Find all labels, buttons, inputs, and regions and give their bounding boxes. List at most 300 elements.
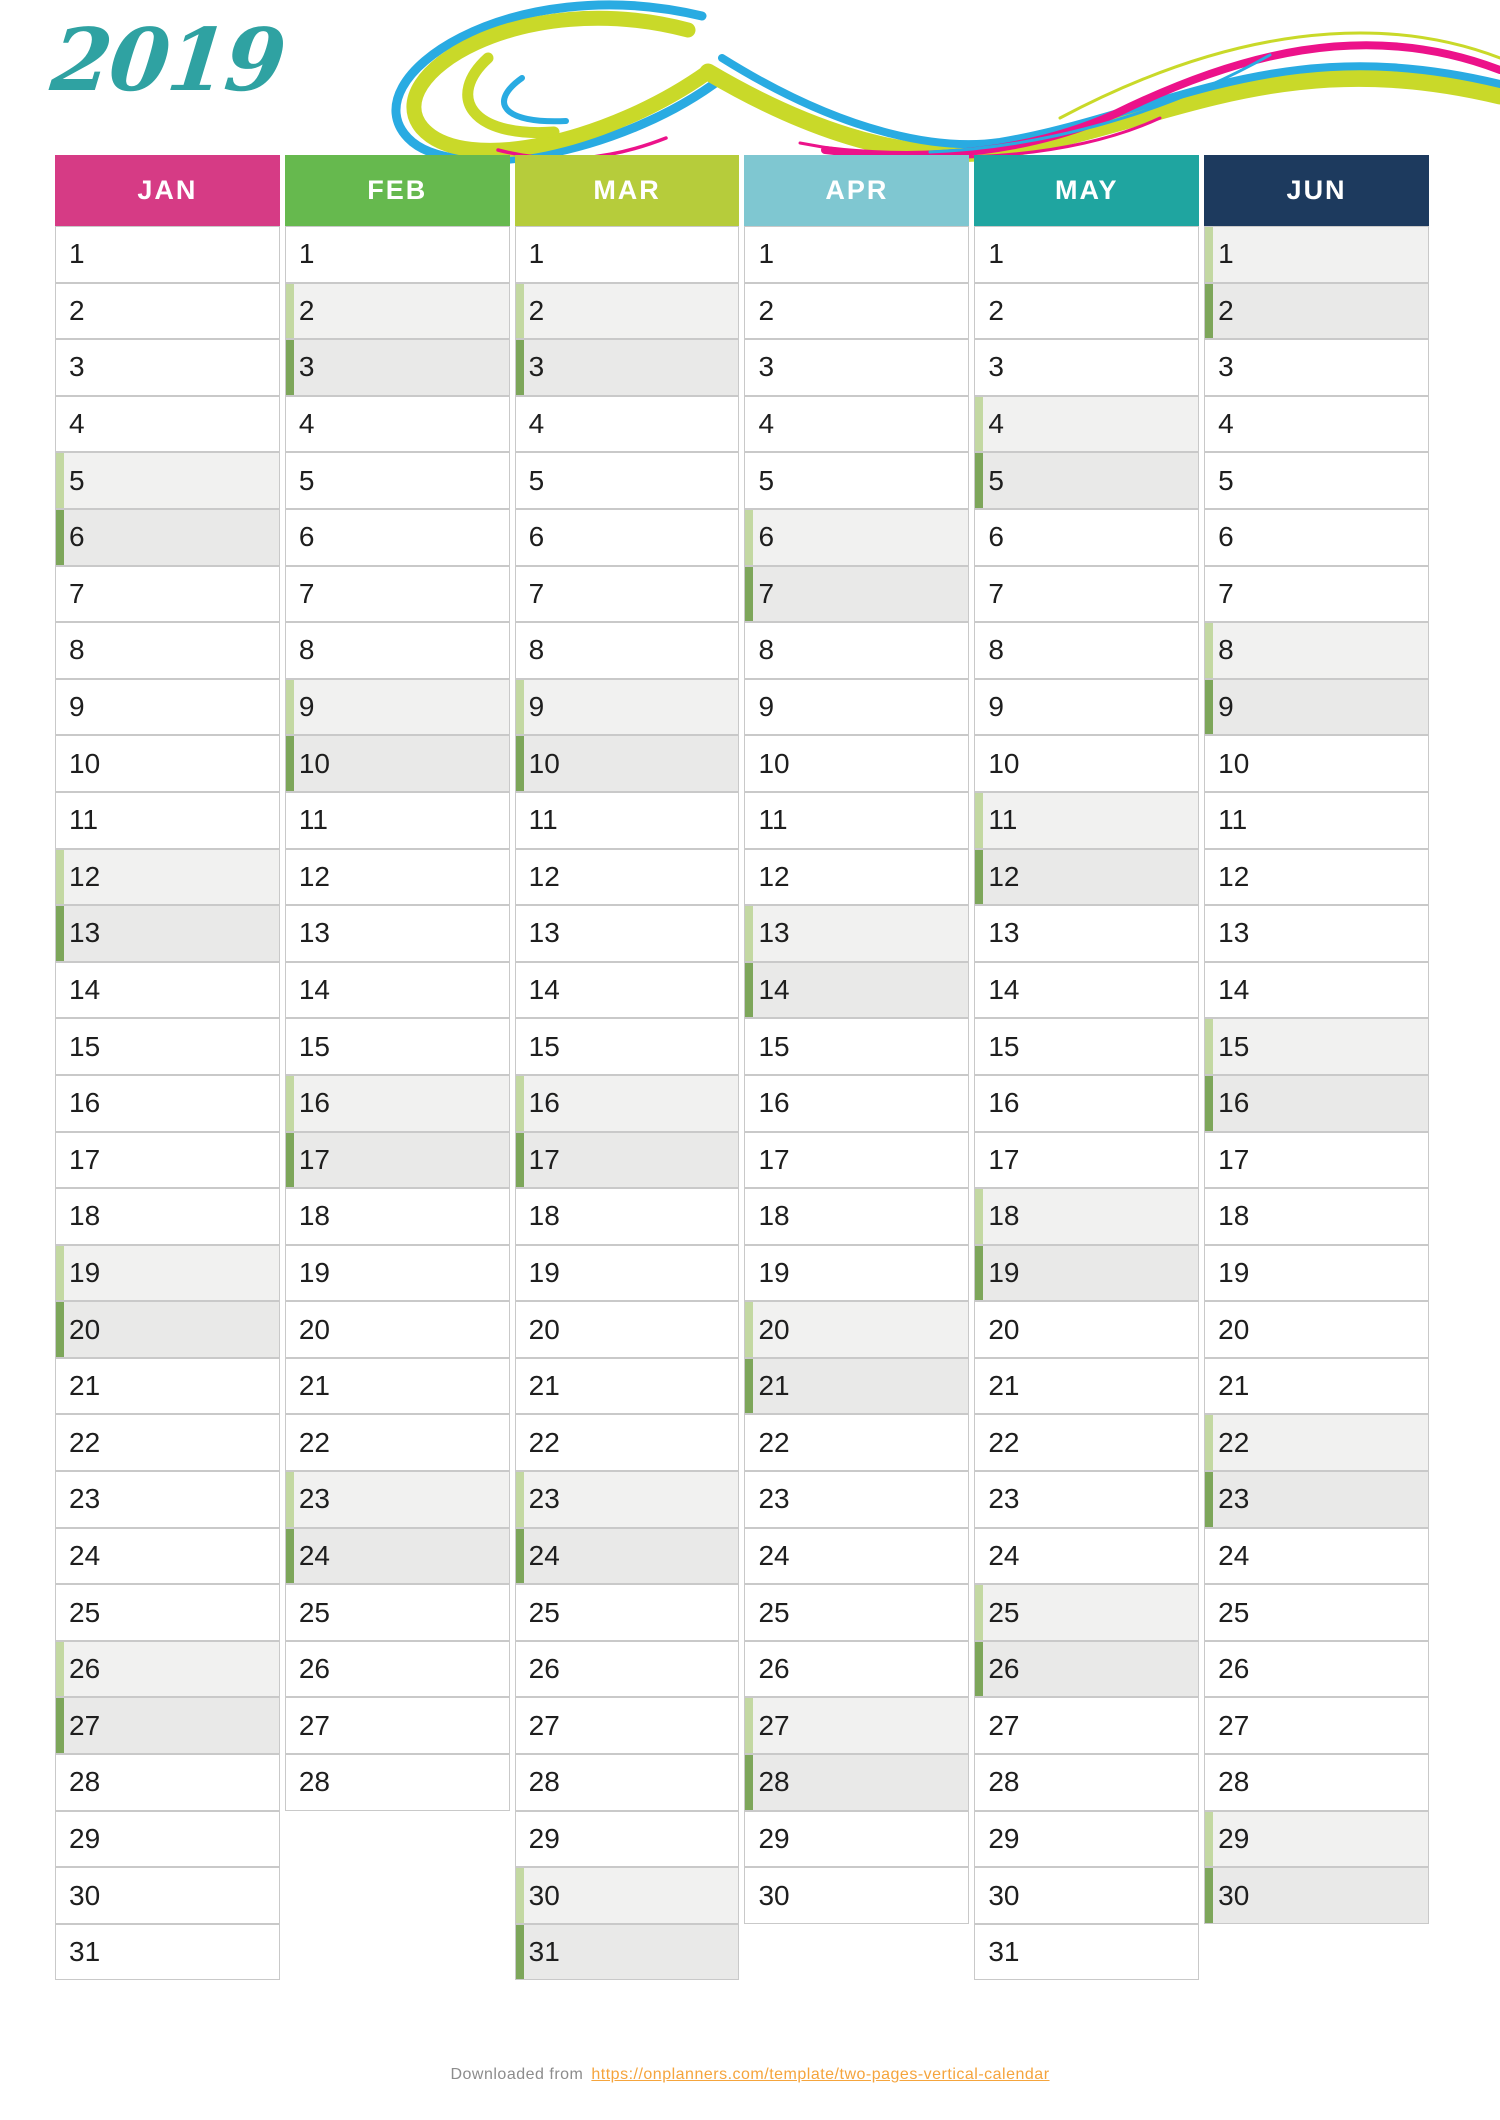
day-cell-may-3 — [974, 339, 1199, 396]
day-cell-apr-1 — [744, 226, 969, 283]
month-column-jun — [1204, 155, 1429, 1980]
day-cell-mar-6 — [515, 509, 740, 566]
day-cell-apr-7 — [744, 566, 969, 623]
day-number: 31 — [528, 1936, 560, 1968]
day-number: 29 — [69, 1822, 101, 1854]
day-number: 19 — [69, 1256, 101, 1288]
day-cell-jan-21 — [55, 1358, 280, 1415]
day-number: 18 — [528, 1200, 560, 1232]
day-number: 14 — [69, 974, 101, 1006]
day-cell-mar-12 — [515, 849, 740, 906]
day-cell-may-17 — [974, 1132, 1199, 1189]
day-cell-mar-9 — [515, 679, 740, 736]
day-cell-jan-7 — [55, 566, 280, 623]
day-number: 2 — [69, 294, 85, 326]
day-number: 26 — [1218, 1653, 1250, 1685]
day-cell-apr-15 — [744, 1018, 969, 1075]
day-number: 13 — [1218, 917, 1250, 949]
day-cell-jan-25 — [55, 1584, 280, 1641]
day-number: 4 — [988, 408, 1004, 440]
day-number: 4 — [69, 408, 85, 440]
year-title: 2019 — [46, 10, 289, 111]
day-cell-apr-20 — [744, 1301, 969, 1358]
day-cell-jun-4 — [1204, 396, 1429, 453]
day-number: 10 — [758, 747, 790, 779]
day-cell-jan-26 — [55, 1641, 280, 1698]
day-number: 19 — [298, 1256, 330, 1288]
day-number: 1 — [298, 238, 315, 270]
day-number: 20 — [988, 1313, 1020, 1345]
day-number: 5 — [758, 464, 775, 496]
day-cell-apr-27 — [744, 1697, 969, 1754]
day-number: 4 — [1218, 408, 1234, 440]
month-column-apr — [744, 155, 969, 1980]
day-cell-jan-27 — [55, 1697, 280, 1754]
day-number: 3 — [298, 351, 315, 383]
day-number: 15 — [758, 1030, 790, 1062]
day-cell-jan-4 — [55, 396, 280, 453]
day-number: 13 — [988, 917, 1020, 949]
day-cell-jan-29 — [55, 1811, 280, 1868]
day-number: 16 — [298, 1087, 330, 1119]
day-number: 25 — [758, 1596, 790, 1628]
day-number: 15 — [69, 1030, 101, 1062]
day-number: 9 — [988, 691, 1004, 723]
month-column-jan — [55, 155, 280, 1980]
day-cell-feb-15 — [285, 1018, 510, 1075]
day-number: 3 — [528, 351, 545, 383]
day-number: 4 — [528, 408, 545, 440]
day-cell-feb-8 — [285, 622, 510, 679]
day-cell-jun-28 — [1204, 1754, 1429, 1811]
day-cell-may-5 — [974, 452, 1199, 509]
day-cell-feb-10 — [285, 735, 510, 792]
day-cell-apr-14 — [744, 962, 969, 1019]
day-number: 1 — [528, 238, 545, 270]
day-number: 19 — [1218, 1256, 1250, 1288]
day-cell-jan-10 — [55, 735, 280, 792]
day-number: 25 — [69, 1596, 101, 1628]
day-number: 21 — [528, 1370, 560, 1402]
day-number: 24 — [69, 1539, 101, 1571]
day-cell-may-12 — [974, 849, 1199, 906]
day-cell-apr-25 — [744, 1584, 969, 1641]
day-number: 22 — [528, 1426, 560, 1458]
day-number: 12 — [69, 860, 101, 892]
day-number: 30 — [758, 1879, 790, 1911]
day-number: 8 — [528, 634, 545, 666]
day-number: 21 — [758, 1370, 790, 1402]
day-cell-apr-12 — [744, 849, 969, 906]
day-number: 11 — [758, 804, 788, 836]
day-number: 22 — [1218, 1426, 1250, 1458]
day-cell-feb-2 — [285, 283, 510, 340]
day-cell-jun-13 — [1204, 905, 1429, 962]
day-number: 16 — [758, 1087, 790, 1119]
day-cell-mar-20 — [515, 1301, 740, 1358]
day-cell-apr-29 — [744, 1811, 969, 1868]
day-number: 21 — [988, 1370, 1020, 1402]
day-cell-may-29 — [974, 1811, 1199, 1868]
day-cell-jun-25 — [1204, 1584, 1429, 1641]
day-cell-may-31 — [974, 1924, 1199, 1981]
day-number: 7 — [69, 577, 85, 609]
day-number: 11 — [528, 804, 558, 836]
day-cell-mar-31 — [515, 1924, 740, 1981]
day-number: 19 — [988, 1256, 1020, 1288]
day-cell-jun-24 — [1204, 1528, 1429, 1585]
day-cell-feb-18 — [285, 1188, 510, 1245]
day-number: 17 — [298, 1143, 330, 1175]
day-cell-feb-9 — [285, 679, 510, 736]
day-cell-jun-7 — [1204, 566, 1429, 623]
day-number: 6 — [1218, 521, 1234, 553]
day-number: 22 — [69, 1426, 101, 1458]
day-number: 23 — [988, 1483, 1020, 1515]
day-cell-mar-5 — [515, 452, 740, 509]
day-cell-feb-6 — [285, 509, 510, 566]
day-number: 24 — [758, 1539, 790, 1571]
day-cell-may-30 — [974, 1867, 1199, 1924]
day-cell-jun-3 — [1204, 339, 1429, 396]
day-number: 5 — [69, 464, 85, 496]
day-number: 13 — [69, 917, 101, 949]
footer — [0, 2066, 1500, 2084]
day-cell-jan-14 — [55, 962, 280, 1019]
day-cell-jun-6 — [1204, 509, 1429, 566]
month-column-mar — [515, 155, 740, 1980]
month-header-jun: JUN — [1204, 155, 1429, 226]
day-cell-jun-15 — [1204, 1018, 1429, 1075]
day-cell-mar-29 — [515, 1811, 740, 1868]
day-cell-mar-4 — [515, 396, 740, 453]
day-cell-jan-19 — [55, 1245, 280, 1302]
day-cell-apr-19 — [744, 1245, 969, 1302]
day-number: 8 — [758, 634, 775, 666]
footer-link[interactable]: https://onplanners.com/template/two-pages-vertical-calendar — [591, 2066, 1050, 2083]
day-cell-feb-22 — [285, 1414, 510, 1471]
day-number: 13 — [298, 917, 330, 949]
day-cell-jan-22 — [55, 1414, 280, 1471]
day-number: 24 — [528, 1539, 560, 1571]
day-cell-jun-17 — [1204, 1132, 1429, 1189]
day-number: 29 — [758, 1822, 790, 1854]
day-cell-apr-10 — [744, 735, 969, 792]
day-number: 23 — [69, 1483, 101, 1515]
day-cell-feb-12 — [285, 849, 510, 906]
day-cell-apr-9 — [744, 679, 969, 736]
day-number: 8 — [988, 634, 1004, 666]
day-cell-feb-7 — [285, 566, 510, 623]
day-cell-apr-26 — [744, 1641, 969, 1698]
day-cell-may-15 — [974, 1018, 1199, 1075]
day-number: 28 — [69, 1766, 101, 1798]
day-cell-apr-28 — [744, 1754, 969, 1811]
day-number: 27 — [69, 1709, 101, 1741]
day-cell-apr-30 — [744, 1867, 969, 1924]
day-number: 30 — [528, 1879, 560, 1911]
day-number: 10 — [298, 747, 330, 779]
day-cell-may-23 — [974, 1471, 1199, 1528]
day-number: 5 — [528, 464, 545, 496]
day-cell-jan-8 — [55, 622, 280, 679]
day-cell-jun-10 — [1204, 735, 1429, 792]
day-number: 20 — [528, 1313, 560, 1345]
day-cell-jun-22 — [1204, 1414, 1429, 1471]
day-cell-feb-24 — [285, 1528, 510, 1585]
day-number: 1 — [1218, 238, 1234, 270]
day-cell-jun-2 — [1204, 283, 1429, 340]
day-number: 16 — [69, 1087, 101, 1119]
day-cell-feb-19 — [285, 1245, 510, 1302]
day-cell-jun-30 — [1204, 1867, 1429, 1924]
day-cell-jun-empty — [1204, 1924, 1429, 1981]
day-cell-may-1 — [974, 226, 1199, 283]
day-cell-mar-3 — [515, 339, 740, 396]
day-cell-may-6 — [974, 509, 1199, 566]
month-column-feb — [285, 155, 510, 1980]
day-number: 26 — [988, 1653, 1020, 1685]
day-number: 19 — [758, 1256, 790, 1288]
day-number: 2 — [298, 294, 315, 326]
day-number: 14 — [298, 974, 330, 1006]
day-cell-feb-28 — [285, 1754, 510, 1811]
day-cell-jun-23 — [1204, 1471, 1429, 1528]
day-cell-apr-16 — [744, 1075, 969, 1132]
day-cell-feb-16 — [285, 1075, 510, 1132]
day-number: 18 — [69, 1200, 101, 1232]
day-cell-jan-6 — [55, 509, 280, 566]
day-cell-jan-11 — [55, 792, 280, 849]
day-cell-mar-19 — [515, 1245, 740, 1302]
day-number: 25 — [298, 1596, 330, 1628]
day-number: 14 — [758, 974, 790, 1006]
day-number: 1 — [69, 238, 85, 270]
day-number: 3 — [1218, 351, 1234, 383]
month-header-jan: JAN — [55, 155, 280, 226]
day-number: 9 — [758, 691, 775, 723]
day-cell-jan-23 — [55, 1471, 280, 1528]
day-number: 29 — [988, 1822, 1020, 1854]
day-cell-may-27 — [974, 1697, 1199, 1754]
day-number: 7 — [988, 577, 1004, 609]
day-number: 11 — [69, 804, 99, 836]
day-number: 10 — [1218, 747, 1250, 779]
day-number: 28 — [758, 1766, 790, 1798]
day-cell-may-19 — [974, 1245, 1199, 1302]
day-cell-jun-8 — [1204, 622, 1429, 679]
day-cell-apr-4 — [744, 396, 969, 453]
day-number: 6 — [528, 521, 545, 553]
day-cell-may-8 — [974, 622, 1199, 679]
day-number: 20 — [1218, 1313, 1250, 1345]
day-number: 28 — [988, 1766, 1020, 1798]
day-cell-jun-19 — [1204, 1245, 1429, 1302]
day-number: 25 — [1218, 1596, 1250, 1628]
day-number: 24 — [298, 1539, 330, 1571]
day-number: 28 — [528, 1766, 560, 1798]
day-number: 9 — [69, 691, 85, 723]
day-number: 19 — [528, 1256, 560, 1288]
footer-prefix: Downloaded from — [450, 2066, 584, 2083]
day-number: 2 — [988, 294, 1004, 326]
day-cell-apr-8 — [744, 622, 969, 679]
day-cell-apr-13 — [744, 905, 969, 962]
day-number: 23 — [1218, 1483, 1250, 1515]
day-number: 4 — [758, 408, 775, 440]
day-number: 29 — [528, 1822, 560, 1854]
month-column-may — [974, 155, 1199, 1980]
day-number: 23 — [298, 1483, 330, 1515]
day-cell-mar-27 — [515, 1697, 740, 1754]
day-cell-feb-4 — [285, 396, 510, 453]
day-cell-mar-28 — [515, 1754, 740, 1811]
day-number: 17 — [758, 1143, 790, 1175]
day-number: 3 — [69, 351, 85, 383]
day-number: 1 — [758, 238, 775, 270]
day-number: 26 — [69, 1653, 101, 1685]
day-cell-jan-15 — [55, 1018, 280, 1075]
day-number: 8 — [298, 634, 315, 666]
day-cell-feb-empty — [285, 1867, 510, 1924]
day-number: 27 — [988, 1709, 1020, 1741]
day-number: 5 — [298, 464, 315, 496]
day-cell-jun-21 — [1204, 1358, 1429, 1415]
day-number: 10 — [528, 747, 560, 779]
day-cell-may-11 — [974, 792, 1199, 849]
day-number: 15 — [988, 1030, 1020, 1062]
day-cell-mar-15 — [515, 1018, 740, 1075]
day-cell-feb-27 — [285, 1697, 510, 1754]
day-number: 28 — [298, 1766, 330, 1798]
day-cell-mar-17 — [515, 1132, 740, 1189]
day-cell-feb-empty — [285, 1924, 510, 1981]
day-cell-mar-14 — [515, 962, 740, 1019]
day-number: 6 — [758, 521, 775, 553]
day-cell-may-4 — [974, 396, 1199, 453]
day-cell-apr-6 — [744, 509, 969, 566]
day-number: 13 — [758, 917, 790, 949]
month-header-apr: APR — [744, 155, 969, 226]
day-number: 22 — [758, 1426, 790, 1458]
day-cell-jan-31 — [55, 1924, 280, 1981]
day-cell-jun-14 — [1204, 962, 1429, 1019]
day-cell-mar-23 — [515, 1471, 740, 1528]
day-cell-apr-24 — [744, 1528, 969, 1585]
day-number: 6 — [988, 521, 1004, 553]
day-cell-apr-3 — [744, 339, 969, 396]
day-number: 26 — [528, 1653, 560, 1685]
day-cell-may-13 — [974, 905, 1199, 962]
day-cell-apr-5 — [744, 452, 969, 509]
day-number: 9 — [528, 691, 545, 723]
day-cell-jan-28 — [55, 1754, 280, 1811]
day-cell-jan-5 — [55, 452, 280, 509]
day-number: 2 — [528, 294, 545, 326]
day-cell-mar-24 — [515, 1528, 740, 1585]
day-cell-mar-11 — [515, 792, 740, 849]
day-cell-jan-16 — [55, 1075, 280, 1132]
day-number: 21 — [69, 1370, 101, 1402]
day-number: 8 — [69, 634, 85, 666]
day-cell-jan-18 — [55, 1188, 280, 1245]
day-cell-apr-2 — [744, 283, 969, 340]
day-number: 7 — [298, 577, 315, 609]
day-cell-feb-23 — [285, 1471, 510, 1528]
day-number: 21 — [298, 1370, 330, 1402]
day-number: 6 — [69, 521, 85, 553]
day-number: 11 — [298, 804, 328, 836]
day-cell-may-7 — [974, 566, 1199, 623]
day-number: 8 — [1218, 634, 1234, 666]
day-number: 28 — [1218, 1766, 1250, 1798]
day-cell-feb-20 — [285, 1301, 510, 1358]
day-number: 23 — [528, 1483, 560, 1515]
day-cell-may-22 — [974, 1414, 1199, 1471]
day-cell-jun-27 — [1204, 1697, 1429, 1754]
day-cell-jun-11 — [1204, 792, 1429, 849]
day-number: 17 — [69, 1143, 101, 1175]
day-cell-jan-2 — [55, 283, 280, 340]
day-cell-feb-empty — [285, 1811, 510, 1868]
day-number: 12 — [758, 860, 790, 892]
day-cell-feb-25 — [285, 1584, 510, 1641]
day-cell-jun-20 — [1204, 1301, 1429, 1358]
day-cell-feb-11 — [285, 792, 510, 849]
day-cell-apr-21 — [744, 1358, 969, 1415]
day-number: 31 — [988, 1936, 1020, 1968]
day-cell-may-25 — [974, 1584, 1199, 1641]
month-header-may: MAY — [974, 155, 1199, 226]
day-cell-may-18 — [974, 1188, 1199, 1245]
day-cell-may-26 — [974, 1641, 1199, 1698]
day-number: 6 — [298, 521, 315, 553]
day-cell-jun-9 — [1204, 679, 1429, 736]
day-number: 5 — [1218, 464, 1234, 496]
day-cell-may-9 — [974, 679, 1199, 736]
day-number: 12 — [1218, 860, 1250, 892]
day-number: 25 — [528, 1596, 560, 1628]
day-cell-feb-17 — [285, 1132, 510, 1189]
day-number: 16 — [1218, 1087, 1250, 1119]
month-header-feb: FEB — [285, 155, 510, 226]
day-cell-feb-13 — [285, 905, 510, 962]
day-cell-jun-26 — [1204, 1641, 1429, 1698]
day-cell-jun-29 — [1204, 1811, 1429, 1868]
day-number: 11 — [988, 804, 1018, 836]
day-cell-jan-13 — [55, 905, 280, 962]
day-number: 25 — [988, 1596, 1020, 1628]
day-number: 16 — [528, 1087, 560, 1119]
day-cell-mar-13 — [515, 905, 740, 962]
ribbon-loop-blue-inner — [504, 78, 566, 121]
day-number: 18 — [298, 1200, 330, 1232]
day-cell-mar-8 — [515, 622, 740, 679]
day-cell-may-16 — [974, 1075, 1199, 1132]
day-cell-jan-1 — [55, 226, 280, 283]
day-cell-may-14 — [974, 962, 1199, 1019]
day-number: 15 — [298, 1030, 330, 1062]
day-cell-apr-11 — [744, 792, 969, 849]
day-number: 22 — [298, 1426, 330, 1458]
day-number: 27 — [758, 1709, 790, 1741]
day-number: 7 — [1218, 577, 1234, 609]
decorative-ribbon — [370, 0, 1500, 170]
day-cell-may-24 — [974, 1528, 1199, 1585]
day-number: 9 — [298, 691, 315, 723]
day-number: 12 — [988, 860, 1020, 892]
day-number: 15 — [528, 1030, 560, 1062]
